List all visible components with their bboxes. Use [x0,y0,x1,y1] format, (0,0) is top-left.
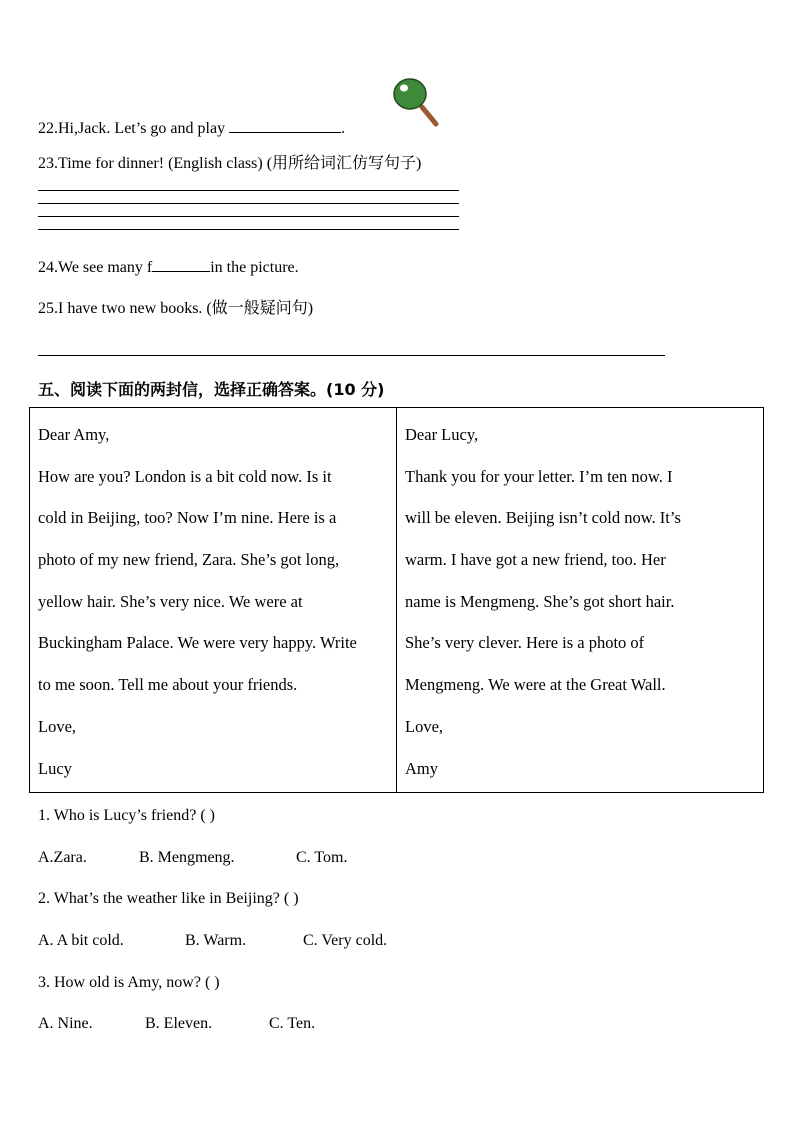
letter-left-line: Love, [38,716,77,736]
reading-question-1: 1. Who is Lucy’s friend? ( ) [38,807,215,824]
letter-right-line: warm. I have got a new friend, too. Her [405,550,666,570]
answer-blank-22[interactable] [229,116,341,133]
reading-options-1 [38,849,347,867]
answer-line-25[interactable] [38,355,665,356]
option-a[interactable]: A. A bit cold. [38,932,124,949]
letter-left-line: Dear Amy, [38,425,110,444]
answer-line-23-4[interactable] [38,229,459,230]
reading-question-3: 3. How old is Amy, now? ( ) [38,974,220,991]
letter-right-line: Dear Lucy, [405,425,479,444]
letter-left-line: How are you? London is a bit cold now. Is it [38,466,332,486]
answer-line-23-1[interactable] [38,190,459,191]
letter-right [396,408,763,792]
letter-left-line: Buckingham Palace. We were very happy. Write [38,633,357,653]
question-24-after: in the picture. [210,259,299,276]
letter-left-line: photo of my new friend, Zara. She’s got long, [38,550,340,570]
letters-table [29,407,764,793]
letter-left [30,408,396,792]
option-c[interactable]: C. Very cold. [303,932,388,949]
letter-left-line: to me soon. Tell me about your friends. [38,675,298,695]
letter-right-line: Love, [405,716,444,736]
letter-left-line: cold in Beijing, too? Now I’m nine. Here is a [38,508,337,528]
option-c[interactable]: C. Tom. [296,849,348,866]
question-22-end: . [341,120,346,137]
letter-right-line: will be eleven. Beijing isn’t cold now. It’s [405,508,681,528]
letter-left-line: yellow hair. She’s very nice. We were at [38,591,303,611]
reading-options-3 [38,1015,315,1033]
question-25 [38,295,313,318]
question-22 [38,116,345,138]
section-5-title: 五、阅读下面的两封信，选择正确答案。(10 分) [38,380,385,399]
option-c[interactable]: C. Ten. [269,1015,316,1032]
letter-right-line: She’s very clever. Here is a photo of [405,633,645,653]
option-b[interactable]: B. Warm. [185,932,247,949]
letter-right-line: Amy [405,758,438,778]
option-a[interactable]: A. Nine. [38,1015,93,1032]
question-24 [38,255,299,277]
letter-left-line: Lucy [38,758,72,778]
answer-blank-24[interactable] [152,255,210,272]
answer-line-23-2[interactable] [38,203,459,204]
reading-question-2: 2. What’s the weather like in Beijing? ( ) [38,890,299,907]
option-b[interactable]: B. Mengmeng. [139,849,235,866]
option-a[interactable]: A.Zara. [38,849,87,866]
option-b[interactable]: B. Eleven. [145,1015,213,1032]
letter-right-line: name is Mengmeng. She’s got short hair. [405,591,675,611]
question-23-text: 23.Time for dinner! (English class) (用所给词汇仿写句子) [38,155,422,172]
question-22-text: 22.Hi,Jack. Let’s go and play [38,120,226,137]
question-23 [38,150,421,173]
ping-pong-paddle-icon [392,77,440,127]
letter-right-line: Mengmeng. We were at the Great Wall. [405,675,666,695]
question-24-before: 24.We see many f [38,259,153,276]
reading-options-2 [38,932,387,950]
letter-right-line: Thank you for your letter. I’m ten now. I [405,466,673,486]
question-25-text: 25.I have two new books. (做一般疑问句) [38,300,314,317]
answer-line-23-3[interactable] [38,216,459,217]
